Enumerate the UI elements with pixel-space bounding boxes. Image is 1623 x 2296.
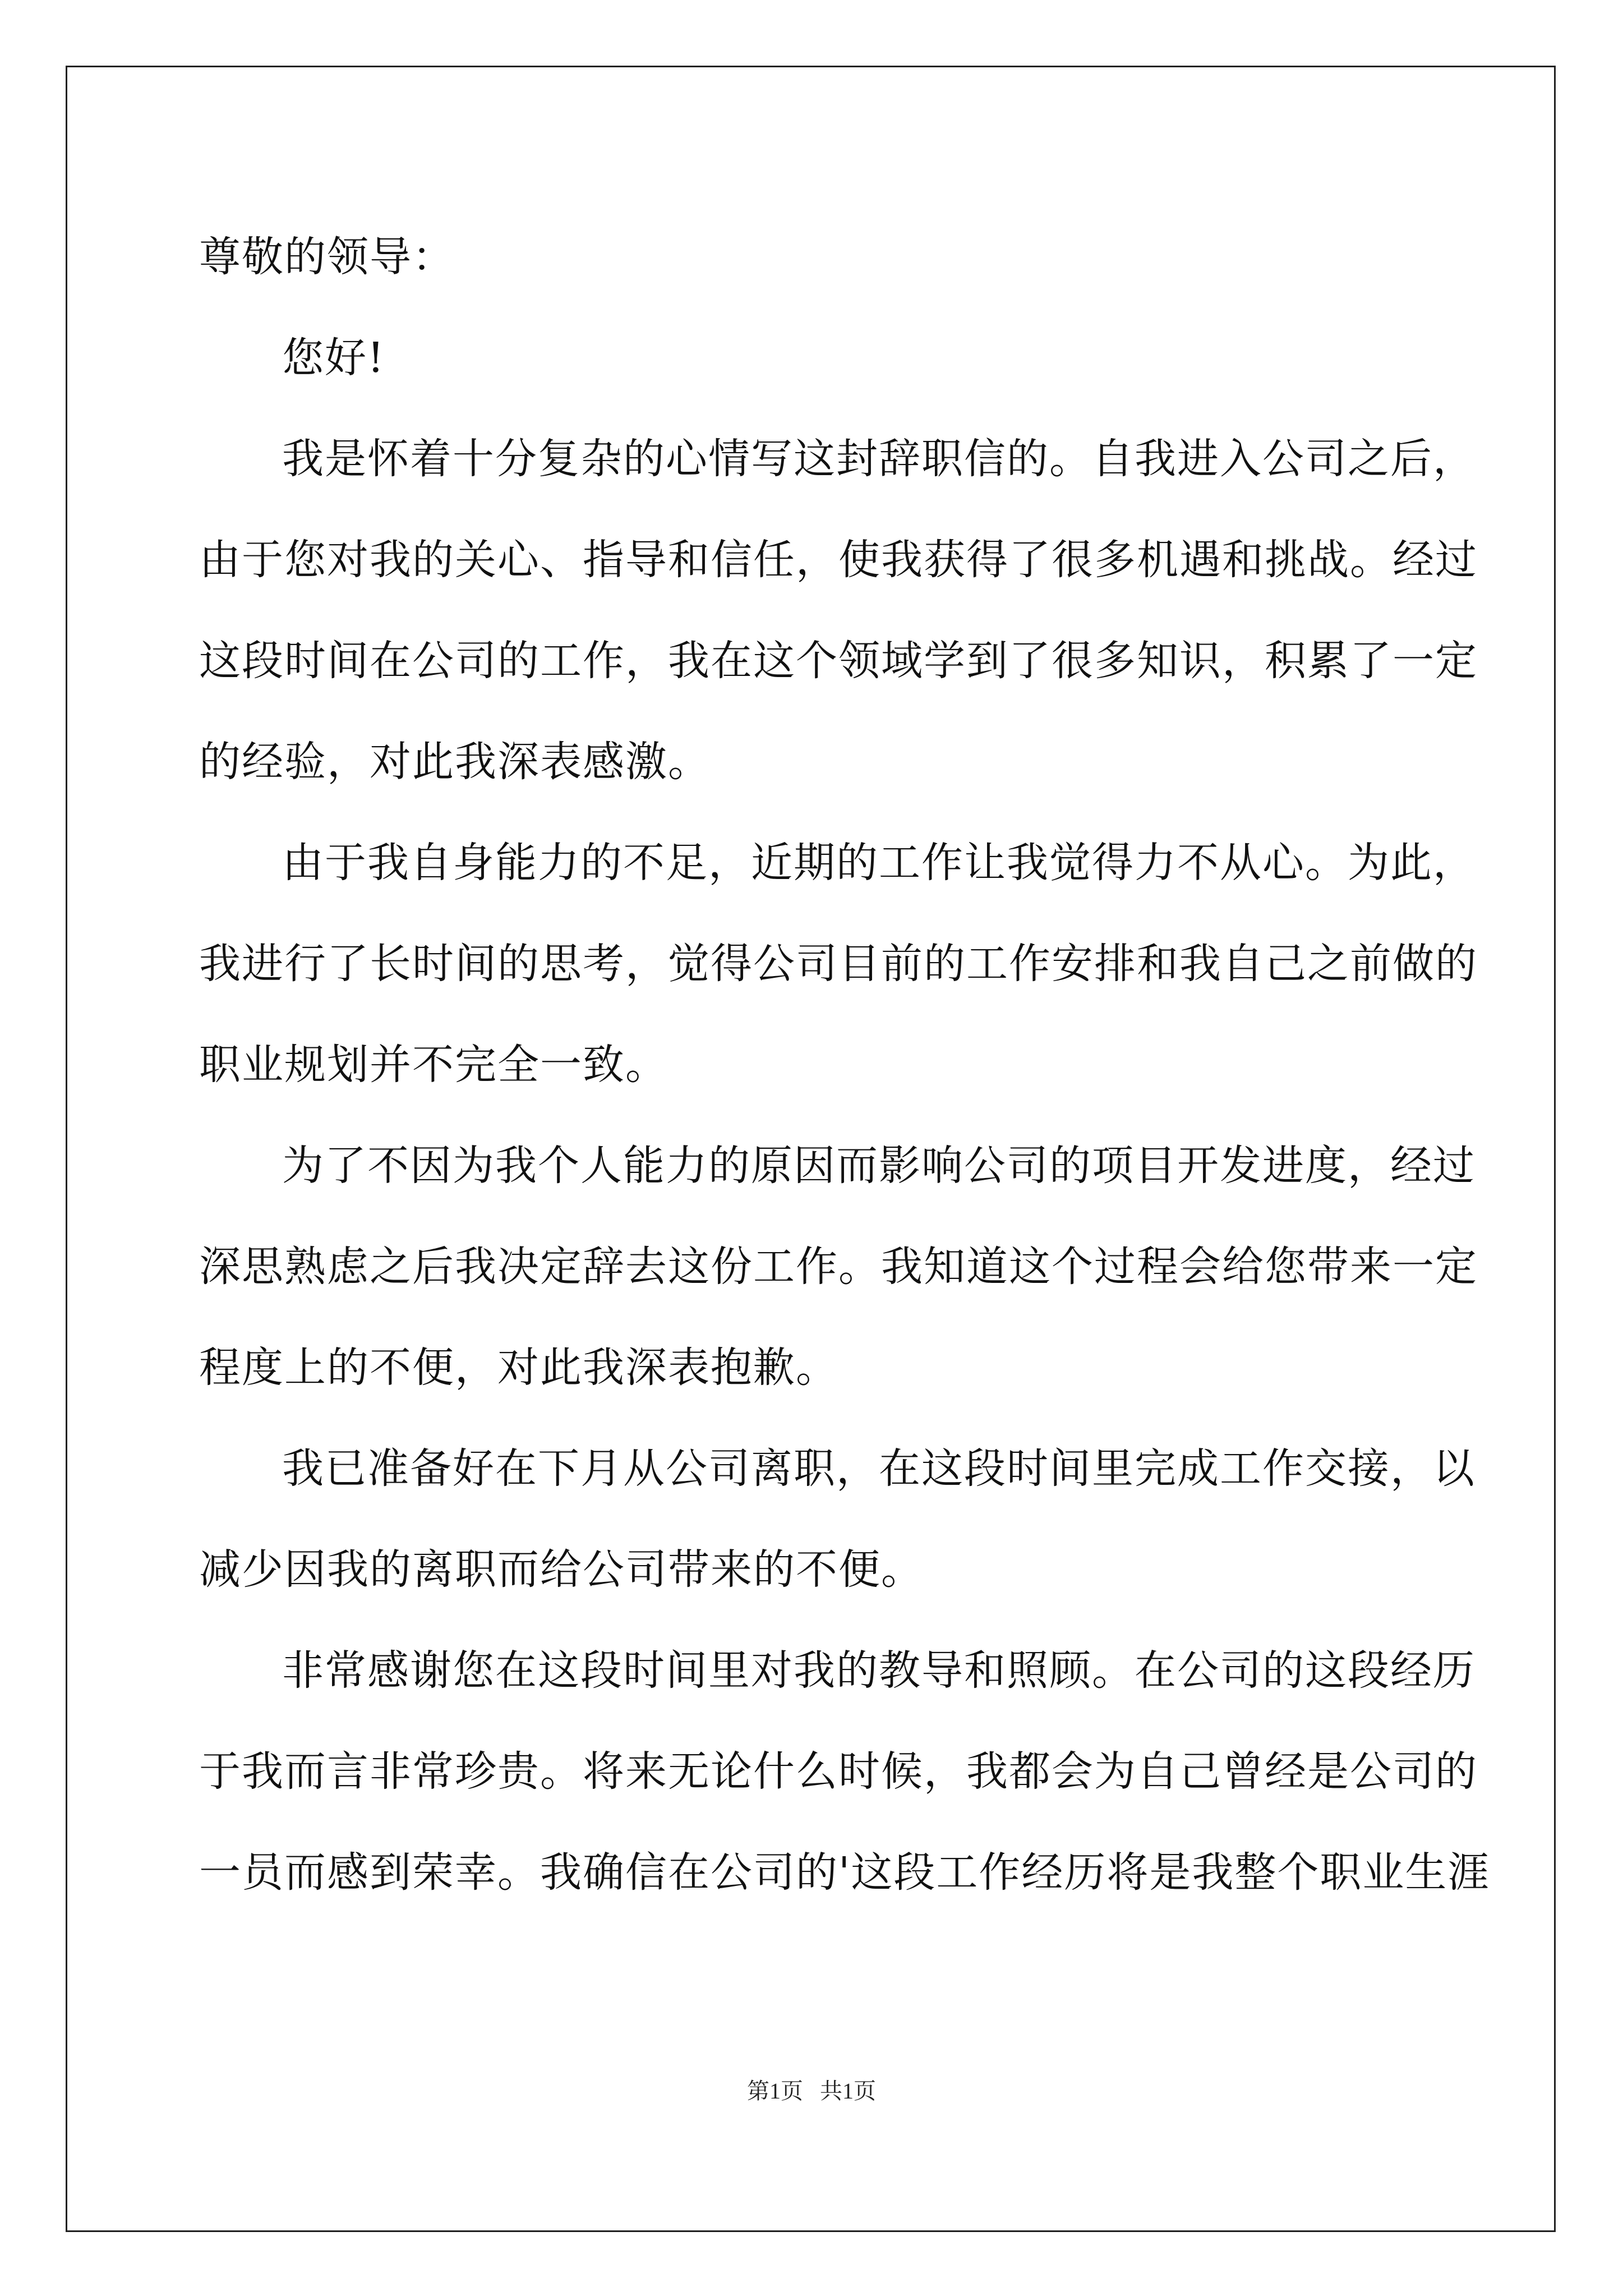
paragraph-line: 我已准备好在下月从公司离职，在这段时间里完成工作交接，以 bbox=[282, 1444, 1476, 1493]
paragraph-line: 由于我自身能力的不足，近期的工作让我觉得力不从心。为此， bbox=[282, 839, 1476, 887]
paragraph-3 bbox=[199, 1115, 1478, 1418]
paragraph-line: 于我而言非常珍贵。将来无论什么时候，我都会为自己曾经是公司的 bbox=[199, 1747, 1478, 1796]
paragraph-line: 深思熟虑之后我决定辞去这份工作。我知道这个过程会给您带来一定 bbox=[199, 1243, 1478, 1291]
paragraph-line: 这段时间在公司的工作，我在这个领域学到了很多知识，积累了一定 bbox=[199, 637, 1478, 685]
paragraph-line: 减少因我的离职而给公司带来的不便。 bbox=[199, 1545, 924, 1594]
paragraph-line: 程度上的不便，对此我深表抱歉。 bbox=[199, 1343, 838, 1392]
paragraph-4 bbox=[199, 1418, 1476, 1620]
paragraph-line: 一员而感到荣幸。我确信在公司的'这段工作经历将是我整个职业生涯 bbox=[199, 1848, 1491, 1897]
paragraph-line: 非常感谢您在这段时间里对我的教导和照顾。在公司的这段经历 bbox=[282, 1646, 1476, 1695]
paragraph-2 bbox=[199, 812, 1478, 1115]
paragraph-line: 我是怀着十分复杂的心情写这封辞职信的。自我进入公司之后， bbox=[282, 435, 1476, 483]
paragraph-line: 为了不因为我个人能力的原因而影响公司的项目开发进度，经过 bbox=[282, 1142, 1476, 1190]
letter-body bbox=[199, 206, 1491, 1923]
paragraph-1 bbox=[199, 408, 1478, 812]
paragraph-line: 我进行了长时间的思考，觉得公司目前的工作安排和我自己之前做的 bbox=[199, 940, 1478, 988]
salutation: 尊敬的领导： bbox=[199, 233, 455, 281]
paragraph-5 bbox=[199, 1620, 1491, 1923]
paragraph-line: 的经验，对此我深表感激。 bbox=[199, 738, 711, 786]
page-number-footer: 第1页 共1页 bbox=[747, 2078, 876, 2104]
paragraph-line: 职业规划并不完全一致。 bbox=[199, 1041, 668, 1089]
paragraph-line: 由于您对我的关心、指导和信任，使我获得了很多机遇和挑战。经过 bbox=[199, 536, 1478, 584]
greeting: 您好! bbox=[282, 334, 385, 382]
